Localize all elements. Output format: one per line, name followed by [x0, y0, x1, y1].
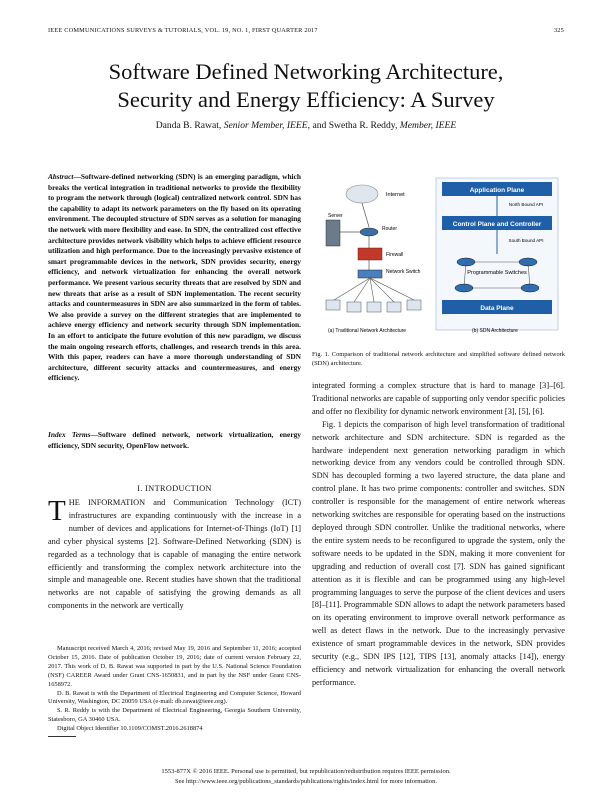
running-header	[48, 27, 564, 34]
right-subcaption: (b) SDN Architecture	[472, 328, 518, 334]
northbound-api-label: North Bound API	[508, 202, 544, 207]
network-switch-icon	[358, 270, 382, 278]
paragraph: Fig. 1 depicts the comparison of high level transformation of traditional network architecture and SDN architecture. SDN is regarded as the hardware independent next generation networking paradigm in which networking device from any vendors could be controlled through SDN. SDN has decoupled forming a two layered structure, the data plane and control plane. It has two prime components: controller and switches. SDN controller is responsible for the management of entire network whereas networking switches are responsible for operating based on the instructions deployed through SDN controller. Unlike the traditional networks, where the entire system needs to be reconfigured to upgrade the system, only the software needs to be updated in the SDN, making it more convenient for upgrading and reduction of overall cost [7]. SDN has gained significant attention as it is flexible and can be programmed using any high-level programming languages to serve the purpose of the client devices and users [8]–[11]. Programmable SDN allows to adapt the network parameters based on its operating environment to improve overall network performance as well as detect flaws in the network. Due to the increasingly pervasive existence of smart programmable devices in the network, SDN provides security (e.g., SDN IPS [12], TIPS [13], anomaly attacks [14]), energy efficiency and network virtualization for enhancing the overall network performance.	[312, 419, 565, 687]
introduction-text	[48, 497, 301, 613]
title-line-1: Software Defined Networking Architecture,	[108, 59, 504, 84]
page-number: 325	[553, 27, 564, 34]
section-heading: I. INTRODUCTION	[137, 484, 212, 493]
router-icon	[360, 228, 378, 236]
rights-line: See http://www.ieee.org/publications_standards/publications/rights/index.html for more information.	[175, 777, 437, 785]
abstract-text: Software-defined networking (SDN) is an emerging paradigm, which breaks the vertical integration in traditional networks to provide the flexibility to program the network through (logical) centralized network control. SDN has the capability to adapt its network parameters on the fly based on its operating environment. The decoupled structure of SDN serves as a solution for managing the network with more flexibility and ease. In SDN, the centralized cost effective architecture provides network visibility which helps to achieve efficient resource utilization and high performance. Due to the increasingly pervasive existence of smart programmable devices in the network, SDN provides security, energy efficiency, and network virtualization for enhancing the overall network performance. We present various security threats that are resolved by SDN and new threats that arise as a result of SDN implementation. The recent security attacks and countermeasures in SDN are also summarized in the form of tables. We also provide a survey on the different strategies that are implemented to achieve energy efficiency and network security through SDN implementation. In an effort to anticipate the future evolution of this new paradigm, we discuss the main ongoing research efforts, challenges, and research trends in this area. With this paper, readers can have a more thorough understanding of SDN architecture, different security attacks and countermeasures, and energy efficiency.	[48, 172, 301, 383]
author-1: Danda B. Rawat,	[155, 120, 222, 131]
copyright-notice	[48, 767, 564, 786]
author-2: and Swetha R. Reddy,	[312, 120, 398, 131]
router-label: Router	[382, 226, 398, 232]
paragraph: integrated forming a complex structure that is hard to manage [3]–[6]. Traditional networks are capable of supporting only vendor specific policies and offer no flexibility for dynamic network environment [3], [5], [6].	[312, 381, 565, 416]
journal-name: IEEE COMMUNICATIONS SURVEYS & TUTORIALS, VOL. 19, NO. 1, FIRST QUARTER 2017	[48, 27, 318, 34]
sdn-architecture	[436, 178, 558, 334]
southbound-api-label: South Bound API	[508, 238, 544, 243]
figure-1	[314, 172, 564, 342]
footnote-rule	[48, 736, 76, 737]
footnote: D. B. Rawat is with the Department of Electrical Engineering and Computer Science, Howard University, Washington, DC 20059 USA (e-mail: db.rawat@ieee.org).	[48, 689, 301, 706]
internet-label: Internet	[386, 192, 405, 198]
data-plane-label: Data Plane	[480, 305, 514, 312]
computer-icon	[347, 302, 361, 312]
column-2-text	[312, 380, 565, 690]
figure-caption: Fig. 1. Comparison of traditional network architecture and simplified software defined network (SDN) architecture.	[312, 351, 565, 367]
server-icon	[326, 220, 340, 246]
computer-icon	[387, 302, 401, 312]
firewall-icon	[358, 248, 382, 260]
computer-icon	[407, 300, 421, 310]
footnote: S. R. Reddy is with the Department of Electrical Engineering, Georgia Southern University, Statesboro, GA 30460 USA.	[48, 707, 301, 724]
intro-paragraph: HE INFORMATION and Communication Technology (ICT) infrastructures are expanding continuously with the increase in a number of devices and applications for Internet-of-Things (IoT) [1] and cyber physical systems [2]. Software-Defined Networking (SDN) is regarded as a technology that is capable of managing the entire network efficiently and transforming the complex network architecture into the simple and manageable one. Recent studies have shown that the traditional networks are not capable of satisfying the growing demands as all components in the network are vertically	[48, 498, 301, 611]
index-terms	[48, 430, 301, 451]
index-terms-label: Index Terms—	[48, 430, 98, 439]
footnote: Digital Object Identifier 10.1109/COMST.2016.2618874	[57, 725, 203, 733]
computer-icon	[367, 302, 381, 312]
author-line	[40, 120, 572, 131]
control-plane-label: Control Plane and Controller	[452, 221, 542, 228]
architecture-diagram	[314, 172, 564, 342]
paper-title	[40, 58, 572, 114]
author-2-role: Member, IEEE	[399, 120, 457, 131]
title-line-2: Security and Energy Efficiency: A Survey	[117, 87, 495, 112]
author-1-role: Senior Member, IEEE,	[223, 120, 311, 131]
drop-cap: T	[48, 495, 66, 527]
application-plane-label: Application Plane	[469, 187, 525, 194]
computer-icon	[326, 300, 340, 310]
traditional-architecture	[326, 185, 421, 334]
abstract-label: Abstract—	[48, 172, 81, 181]
copyright-line: 1553-877X © 2016 IEEE. Personal use is permitted, but republication/redistribution requires IEEE permission.	[161, 768, 451, 775]
programmable-switches-label: Programmable Switches	[467, 270, 527, 276]
server-label: Server	[328, 213, 343, 219]
network-switch-label: Network Switch	[386, 269, 421, 275]
left-subcaption: (a) Traditional Network Architecture	[328, 328, 407, 334]
abstract	[48, 172, 301, 384]
internet-cloud-icon	[346, 185, 378, 203]
footnotes	[48, 645, 301, 734]
firewall-label: Firewall	[386, 252, 404, 258]
index-terms-text: Software defined network, network virtualization, energy efficiency, SDN security, OpenFlow network.	[48, 430, 301, 450]
footnote: Manuscript received March 4, 2016; revised May 19, 2016 and September 11, 2016; accepted October 15, 2016. Date of publication October 19, 2016; date of current version February 22, 2017. This work of D. B. Rawat was supported in part by the U.S. National Science Foundation (NSF) CAREER Award under Grant CNS-1650831, and in part by the NSF under Grant CNS-1658972.	[48, 645, 301, 688]
